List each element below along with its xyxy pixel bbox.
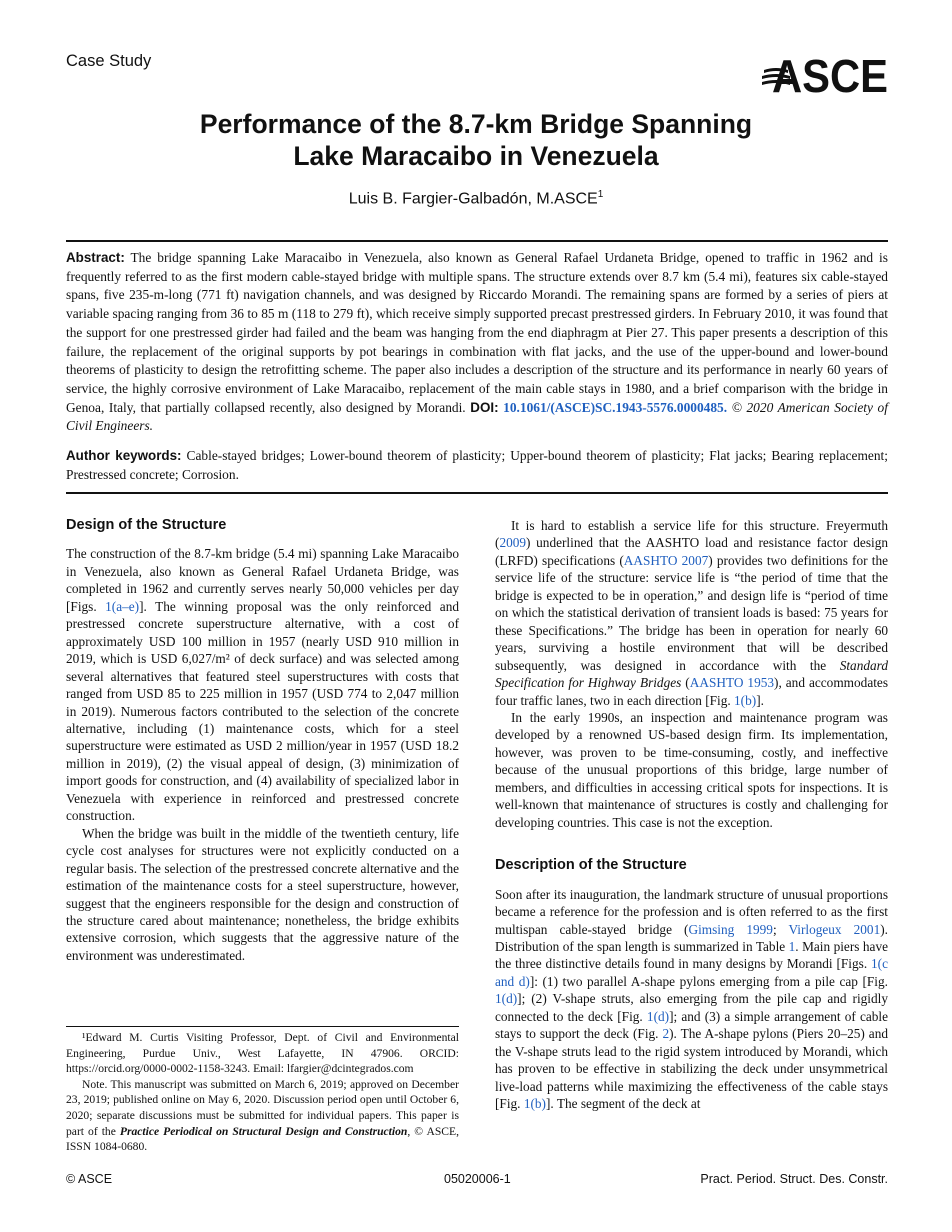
text-run: Practice Periodical on Structural Design and Construction [119,1124,408,1138]
author-name: Luis B. Fargier-Galbadón, M.ASCE [348,190,598,208]
citation-link[interactable]: 1(d) [646,1008,670,1024]
citation-link[interactable]: AASHTO 2007 [623,552,709,568]
paragraphs [495,517,888,831]
section-heading-description: Description of the Structure [495,857,687,874]
left-column [66,517,459,964]
text-run: In the early 1990s, an inspection and maintenance program was developed by a renowned US-based design firm. Its implementation, however, was proven to be time-consuming, costly, and ineffective because of the unusual proportions of this bridge, large number of members, and difficulties in accessing critical spots for inspections. It is well-known that maintenance of structures is costly and challenging for developing countries. This case is not the exception. [495,709,888,830]
citation-link[interactable]: Gimsing 1999 [688,921,773,937]
text-run: ), and accommodates four traffic lanes, two in each direction [Fig. [495,675,888,708]
text-run: ]; and (3) a simple arrangement of cable stays to support the deck (Fig. [495,1008,888,1042]
title-line-1: Performance of the 8.7-km Bridge Spanning [199,109,753,139]
abstract [66,249,888,436]
journal-abbrev: Pract. Period. Struct. Des. Constr. [700,1172,888,1186]
paragraph [66,1077,459,1155]
text-run: . Main piers have the three distinctive details found in many designs by Morandi [Figs. [495,938,888,972]
doi-label: DOI: [470,399,499,415]
text-run: ( [681,675,690,691]
text-run: ¹Edward M. Curtis Visiting Professor, Dept. of Civil and Environmental Engineering, Purdue Univ., West Lafayette, IN 47906. ORCID: https://orcid.org/0000-0002-1158-3243. Email: lfargier@dcintegrados.com [66,1031,459,1076]
paragraphs [66,545,459,964]
paragraph [66,545,459,824]
citation-link[interactable]: 1(a–e) [105,598,140,614]
text-run: ) provides two definitions for the service life of the structure: service life is “the period of time that the bridge is expected to be in operation,” and design life is “period of time on which the statistical derivation of transient loads is based: 75 years for these Specifications.” The bridge has been in operation for nearly 60 years, surviving a hostile environment that will be described subsequently, was designed in accordance with the [495,552,888,673]
text-run: , © ASCE, ISSN 1084-0680. [66,1124,459,1154]
text-run: ; [772,921,789,937]
text-run: Note. This manuscript was submitted on March 6, 2019; approved on December 23, 2019; published online on May 6, 2020. Discussion period open until October 6, 2020; separate discussions must be submitted for individual papers. This paper is part of the [66,1077,459,1138]
citation-link[interactable]: 1(b) [734,692,757,708]
paragraph [66,1030,459,1077]
text-run: ]. The winning proposal was the only reinforced and prestressed concrete superstructure alternative, with a cost of approximately USD 100 million in 1957 (nearly USD 910 million in 2019, which is USD 6,027/m² of deck surface) and was selected among several alternatives that featured steel superstructures with costs that ranged from USD 85 to 225 million in 1957 (USD 774 to 2,047 million in 2019). Numerous factors contributed to the selection of the concrete alternative, including (1) maintenance costs, which for a steel superstructure were estimated as USD 2 million/year in 1957 (USD 18.2 million in 2019), (2) the visual appeal of design, (3) minimization of import goods for construction, and (4) availability of specialized labor in Venezuela with experience in reinforced and prestressed concrete construction. [66,598,459,824]
doi-link[interactable]: 10.1061/(ASCE)SC.1943-5576.0000485. [503,399,728,415]
paragraphs [495,886,888,1113]
section-heading-design: Design of the Structure [66,517,227,533]
keywords-text: Cable-stayed bridges; Lower-bound theorem of plasticity; Upper-bound theorem of plasticity; Flat jacks; Bearing replacement; Prestressed concrete; Corrosion. [66,448,888,482]
author-line [0,189,952,208]
footer-copyright: © ASCE [66,1172,113,1186]
paragraph [495,709,888,831]
footnote-rule [66,1026,459,1027]
text-run: Standard Specification for Highway Bridges [495,657,888,691]
citation-link[interactable]: 1(c and d) [495,956,888,989]
text-run: ]. [756,692,764,708]
text-run: When the bridge was built in the middle of the twentieth century, life cycle cost analyses for structures were not explicitly conducted on a regular basis. The selection of the prestressed concrete alternative and the estimation of the maintenance costs for a steel superstructure, however, suggest that the engineers responsible for the design and construction of the structure cared about maintenance; nonetheless, the bridge exhibits extensive corrosion, which suggests that the aggressive nature of the environment was underestimated. [66,825,459,963]
svg-text:ASCE: ASCE [772,52,888,96]
paragraph [495,886,888,1113]
copyright: © 2020 American Society of Civil Engineers. [66,399,888,434]
title-line-2: Lake Maracaibo in Venezuela [293,141,659,171]
bottom-rule [66,492,888,494]
text-run: Soon after its inauguration, the landmark structure of unusual proportions became a reference for the profession and is often referred to as the first multispan cable-stayed bridge ( [495,886,888,937]
article-type-label: Case Study [66,52,152,70]
citation-link[interactable]: 2009 [499,535,527,551]
text-run: ]; (2) V-shape struts, also emerging from the pile cap and rigidly connected to the deck [Fig. [495,991,888,1024]
keywords-label: Author keywords: [66,448,182,463]
top-rule [66,240,888,242]
text-run: ). Distribution of the span length is summarized in Table [495,921,888,954]
abstract-text: The bridge spanning Lake Maracaibo in Venezuela, also known as General Rafael Urdaneta Bridge, opened to traffic in 1962 and is frequently referred to as the first modern cable-stayed bridge with multiple spans. The structure extends over 8.7 km (5.4 mi), features six cable-stayed spans, five 235-m-long (771 ft) navigation channels, and was designed by Riccardo Morandi. The remaining spans are formed by a series of piers at variable spacing ranging from 36 to 85 m (118 to 279 ft), which receive simply supported precast prestressed girders. In February 2010, it was found that the support for one prestressed girder had failed and the beam was hanging from the end diaphragm at Pier 27. This paper presents a description of this failure, the replacement of the original supports by pot bearings in combination with flat jacks, and the use of the upper-bound and lower-bound theorems of plasticity to design the retrofitting scheme. The paper also includes a description of the structure and its performance in nearly 60 years of service, the highly corrosive environment of Lake Maracaibo, replacement of the main cable stays in 1980, and a brief comparison with the bridge in Genoa, Italy, that partially collapsed recently, also designed by Morandi. [66,250,888,415]
citation-link[interactable]: Virlogeux 2001 [788,921,881,937]
text-run: The construction of the 8.7-km bridge (5.4 mi) spanning Lake Maracaibo in Venezuela, also known as General Rafael Urdaneta Bridge, was completed in 1962 and currently serves nearly 50,000 vehicles per day [Figs. [66,546,459,614]
keywords [66,447,888,484]
text-run: ]. The segment of the deck at [545,1096,701,1112]
right-column [495,517,888,1113]
text-run: It is hard to establish a service life for this structure. Freyermuth ( [495,518,888,551]
text-run: ]: (1) two parallel A-shape pylons emerging from a pile cap [Fig. [529,973,888,989]
text-run: ) underlined that the AASHTO load and resistance factor design (LRFD) specifications ( [495,535,888,568]
paragraph [495,517,888,709]
citation-link[interactable]: 1 [788,938,796,954]
citation-link[interactable]: 1(d) [495,991,518,1007]
citation-link[interactable]: 1(b) [523,1096,546,1112]
page-number: 05020006-1 [444,1172,511,1186]
citation-link[interactable]: AASHTO 1953 [689,675,775,691]
footnote [66,1030,459,1155]
paper-title [0,108,952,172]
asce-logo [762,52,888,96]
citation-link[interactable]: 2 [662,1026,670,1042]
abstract-label: Abstract: [66,250,125,265]
text-run: ). The A-shape pylons (Piers 20–25) and the V-shape struts lead to the rigid system introduced by Morandi, which has proven to be effective in stabilizing the deck under unsymmetrical live-load patterns while maximizing the effectiveness of the cable stays [Fig. [495,1026,889,1112]
author-affiliation-mark: 1 [597,189,604,200]
paragraph [66,825,459,965]
